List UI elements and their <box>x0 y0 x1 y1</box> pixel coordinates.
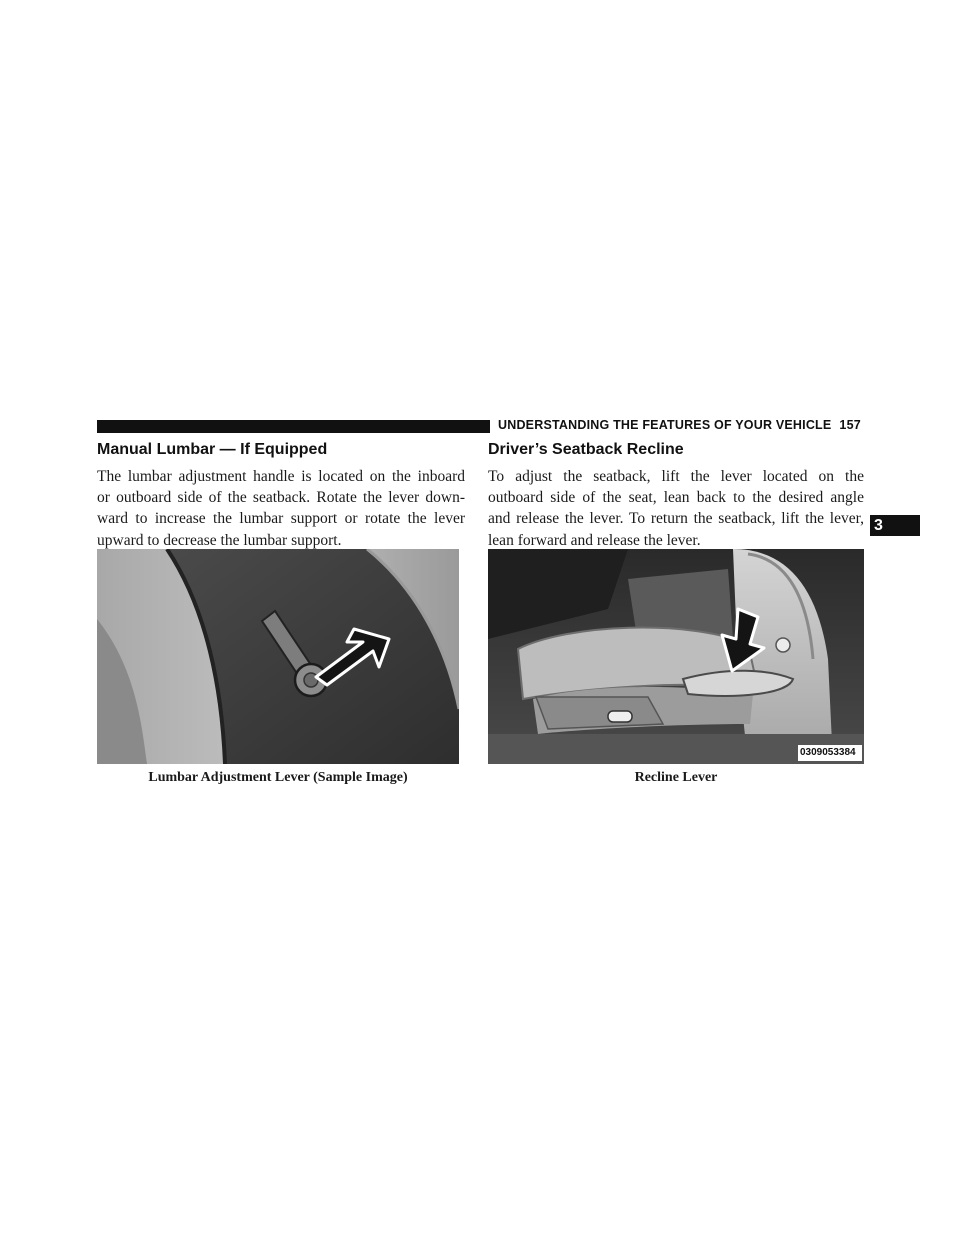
caption-lumbar-lever: Lumbar Adjustment Lever (Sample Image) <box>148 770 408 785</box>
heading-manual-lumbar: Manual Lumbar — If Equipped <box>97 441 328 458</box>
running-header <box>498 418 861 432</box>
text-line: The lumbar adjustment handle is located on the inboard <box>97 468 465 485</box>
caption-recline-lever: Recline Lever <box>634 770 718 785</box>
text-line: lean forward and release the lever. <box>488 531 701 549</box>
paragraph-manual-lumbar <box>97 466 465 551</box>
text-line: and release the lever. To return the seatback, lift the lever, <box>488 510 864 528</box>
figure-lumbar-lever <box>97 549 459 764</box>
header-rule <box>97 420 490 433</box>
text-line: upward to decrease the lumbar support. <box>97 531 342 549</box>
page-number: 157 <box>839 418 861 432</box>
text-line: ward to increase the lumbar support or rotate the lever <box>97 510 465 528</box>
text-line: or outboard side of the seatback. Rotate the lever down- <box>97 489 465 507</box>
chapter-tab: 3 <box>870 515 920 536</box>
heading-seatback-recline: Driver’s Seatback Recline <box>488 441 684 458</box>
section-title: UNDERSTANDING THE FEATURES OF YOUR VEHICLE <box>498 418 832 432</box>
image-code: 0309053384 <box>800 747 856 758</box>
text-line: outboard side of the seat, lean back to the desired angle <box>488 489 864 507</box>
paragraph-seatback-recline <box>488 466 864 551</box>
figure-recline-lever <box>488 549 864 764</box>
text-line: To adjust the seatback, lift the lever located on the <box>488 468 864 485</box>
